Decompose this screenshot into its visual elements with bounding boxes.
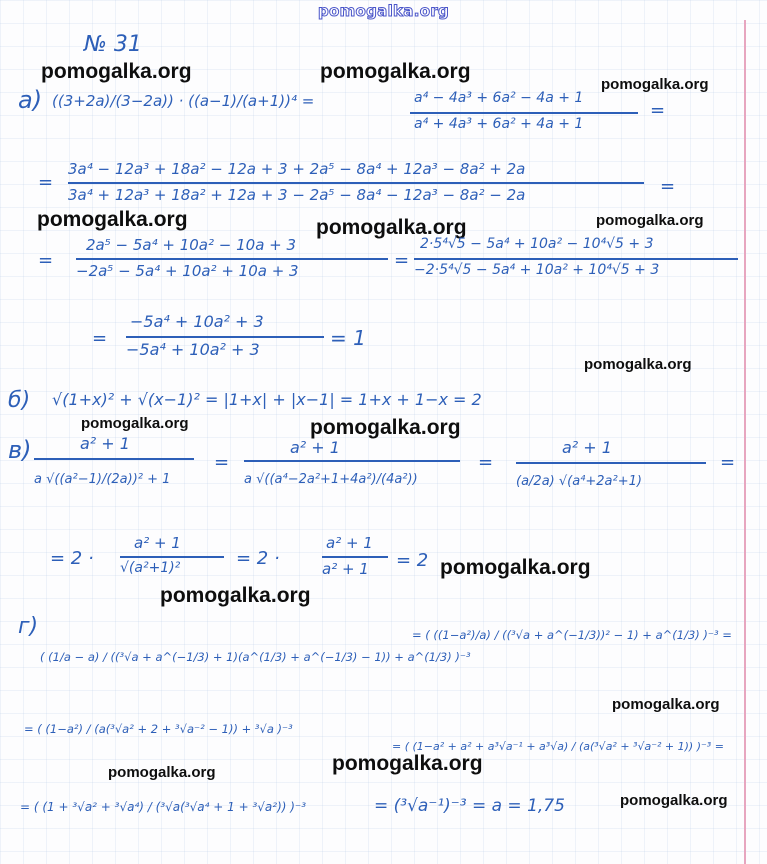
fraction-bar	[126, 336, 324, 338]
watermark: pomogalka.org	[41, 60, 192, 83]
equals-sign: =	[650, 100, 666, 121]
site-url-header[interactable]: pomogalka.org	[317, 2, 450, 20]
part-a-line2-num: 3a⁴ − 12a³ + 18a² − 12a + 3 + 2a⁵ − 8a⁴ + 12a³ − 8a² + 2a	[68, 160, 526, 178]
part-a-label: a)	[18, 86, 43, 114]
watermark: pomogalka.org	[160, 584, 311, 607]
part-g-label: г)	[18, 614, 39, 639]
part-v-line2-a-num: a² + 1	[134, 534, 181, 552]
fraction-bar	[68, 182, 644, 184]
equals-sign: =	[214, 452, 230, 473]
fraction-bar	[120, 556, 224, 558]
part-a-line1-den: a⁴ + 4a³ + 6a² + 4a + 1	[414, 116, 584, 132]
problem-number: № 31	[84, 32, 142, 57]
part-a-line3b-num: 2·5⁴√5 − 5a⁴ + 10a² − 10⁴√5 + 3	[420, 236, 654, 252]
part-v-result: = 2	[396, 550, 429, 571]
part-b-line: √(1+x)² + √(x−1)² = |1+x| + |x−1| = 1+x + 1−x = 2	[52, 390, 482, 409]
equals-sign: =	[720, 452, 736, 473]
part-v-t2-num: a² + 1	[290, 438, 340, 457]
watermark: pomogalka.org	[37, 208, 188, 231]
part-g-line3-left: = ( (1 + ³√a² + ³√a⁴) / (³√a(³√a⁴ + 1 + ³√a²)) )⁻³	[20, 800, 307, 814]
part-v-line2-b-den: a² + 1	[322, 560, 369, 578]
fraction-bar	[76, 258, 388, 260]
part-b-label: б)	[8, 388, 31, 413]
part-a-line4-den: −5a⁴ + 10a² + 3	[126, 340, 260, 359]
part-a-line1-left: ((3+2a)/(3−2a)) · ((a−1)/(a+1))⁴ =	[52, 92, 315, 110]
part-a-line1-num: a⁴ − 4a³ + 6a² − 4a + 1	[414, 90, 584, 106]
part-g-line1-left: ( (1/a − a) / ((³√a + a^(−1/3) + 1)(a^(1/3) + a^(−1/3) − 1)) + a^(1/3) )⁻³	[40, 650, 471, 664]
watermark: pomogalka.org	[310, 416, 461, 439]
watermark: pomogalka.org	[596, 212, 704, 229]
part-g-line2-right: = ( (1−a² + a² + a³√a⁻¹ + a³√a) / (a(³√a² + ³√a⁻² + 1)) )⁻³ =	[392, 740, 724, 753]
part-v-t3-den: (a/2a) √(a⁴+2a²+1)	[516, 474, 642, 489]
part-v-t1-num: a² + 1	[80, 434, 130, 453]
equals-sign: =	[92, 328, 108, 349]
watermark: pomogalka.org	[612, 696, 720, 713]
part-a-line3b-den: −2·5⁴√5 − 5a⁴ + 10a² + 10⁴√5 + 3	[414, 262, 660, 278]
margin-line	[744, 20, 746, 864]
equals-sign: =	[38, 172, 54, 193]
part-g-line2-left: = ( (1−a²) / (a(³√a² + 2 + ³√a⁻² − 1)) + ³√a )⁻³	[24, 722, 293, 736]
watermark: pomogalka.org	[440, 556, 591, 579]
part-v-line2-b: = 2 ·	[236, 548, 280, 569]
part-a-line3-den: −2a⁵ − 5a⁴ + 10a² + 10a + 3	[76, 262, 299, 280]
part-v-t2-den: a √((a⁴−2a²+1+4a²)/(4a²))	[244, 472, 418, 487]
watermark: pomogalka.org	[332, 752, 483, 775]
part-a-line4-num: −5a⁴ + 10a² + 3	[130, 312, 264, 331]
part-v-line2-a-den: √(a²+1)²	[120, 560, 181, 576]
fraction-bar	[414, 258, 738, 260]
watermark: pomogalka.org	[81, 415, 189, 432]
part-a-line3-num: 2a⁵ − 5a⁴ + 10a² − 10a + 3	[86, 236, 297, 254]
watermark: pomogalka.org	[620, 792, 728, 809]
equals-sign: =	[38, 250, 54, 271]
part-a-result: = 1	[330, 326, 366, 350]
part-a-line2-den: 3a⁴ + 12a³ + 18a² + 12a + 3 − 2a⁵ − 8a⁴ − 12a³ − 8a² − 2a	[68, 186, 526, 204]
watermark: pomogalka.org	[108, 764, 216, 781]
equals-sign: =	[660, 176, 676, 197]
part-v-line2-b-num: a² + 1	[326, 534, 373, 552]
part-v-t3-num: a² + 1	[562, 438, 612, 457]
part-g-line3-right: = (³√a⁻¹)⁻³ = a = 1,75	[374, 796, 565, 816]
fraction-bar	[34, 458, 194, 460]
watermark: pomogalka.org	[601, 76, 709, 93]
part-v-t1-den: a √((a²−1)/(2a))² + 1	[34, 472, 171, 487]
watermark: pomogalka.org	[320, 60, 471, 83]
watermark: pomogalka.org	[316, 216, 467, 239]
fraction-bar	[322, 556, 388, 558]
equals-sign: =	[478, 452, 494, 473]
watermark: pomogalka.org	[584, 356, 692, 373]
part-v-line2-a: = 2 ·	[50, 548, 94, 569]
fraction-bar	[516, 462, 706, 464]
part-v-label: в)	[8, 436, 32, 464]
part-g-line1-right: = ( ((1−a²)/a) / ((³√a + a^(−1/3))² − 1) + a^(1/3) )⁻³ =	[412, 628, 732, 642]
fraction-bar	[410, 112, 638, 114]
equals-sign: =	[394, 250, 410, 271]
fraction-bar	[244, 460, 460, 462]
